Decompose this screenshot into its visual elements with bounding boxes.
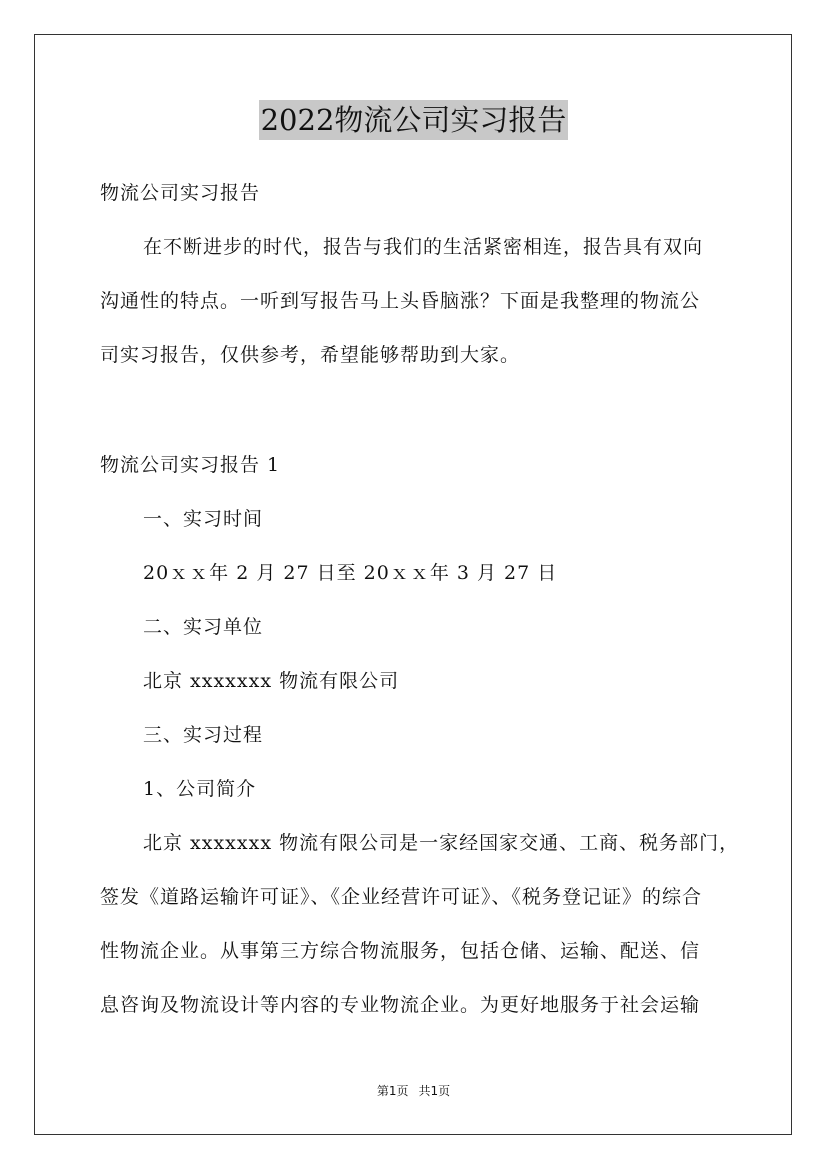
title-container <box>0 100 827 140</box>
body-line-1: 北京 xxxxxxx 物流有限公司是一家经国家交通、工商、税务部门， <box>143 832 740 854</box>
body-line-3: 性物流企业。从事第三方综合物流服务，包括仓储、运输、配送、信 <box>100 940 701 962</box>
heading-internship-process: 三、实习过程 <box>143 724 264 746</box>
intro-line-2: 沟通性的特点。一听到写报告马上头昏脑涨？下面是我整理的物流公 <box>100 290 701 312</box>
internship-dates: 20ｘｘ年 2 月 27 日至 20ｘｘ年 3 月 27 日 <box>143 562 558 584</box>
heading-company-intro: 1、公司简介 <box>143 778 257 800</box>
document-title: 2022物流公司实习报告 <box>259 100 569 140</box>
company-name: 北京 xxxxxxx 物流有限公司 <box>143 670 400 692</box>
body-line-4: 息咨询及物流设计等内容的专业物流企业。为更好地服务于社会运输 <box>100 994 701 1016</box>
section-title: 物流公司实习报告 1 <box>100 454 281 476</box>
page-footer <box>0 1083 827 1099</box>
intro-line-3: 司实习报告，仅供参考，希望能够帮助到大家。 <box>100 344 521 366</box>
heading-internship-unit: 二、实习单位 <box>143 616 264 638</box>
page-total: 共1页 <box>418 1084 451 1098</box>
heading-internship-time: 一、实习时间 <box>143 508 264 530</box>
page-number: 第1页 <box>376 1084 409 1098</box>
body-line-2: 签发《道路运输许可证》、《企业经营许可证》、《税务登记证》的综合 <box>100 886 703 908</box>
intro-line-1: 在不断进步的时代，报告与我们的生活紧密相连，报告具有双向 <box>143 236 704 258</box>
subtitle: 物流公司实习报告 <box>100 182 261 204</box>
